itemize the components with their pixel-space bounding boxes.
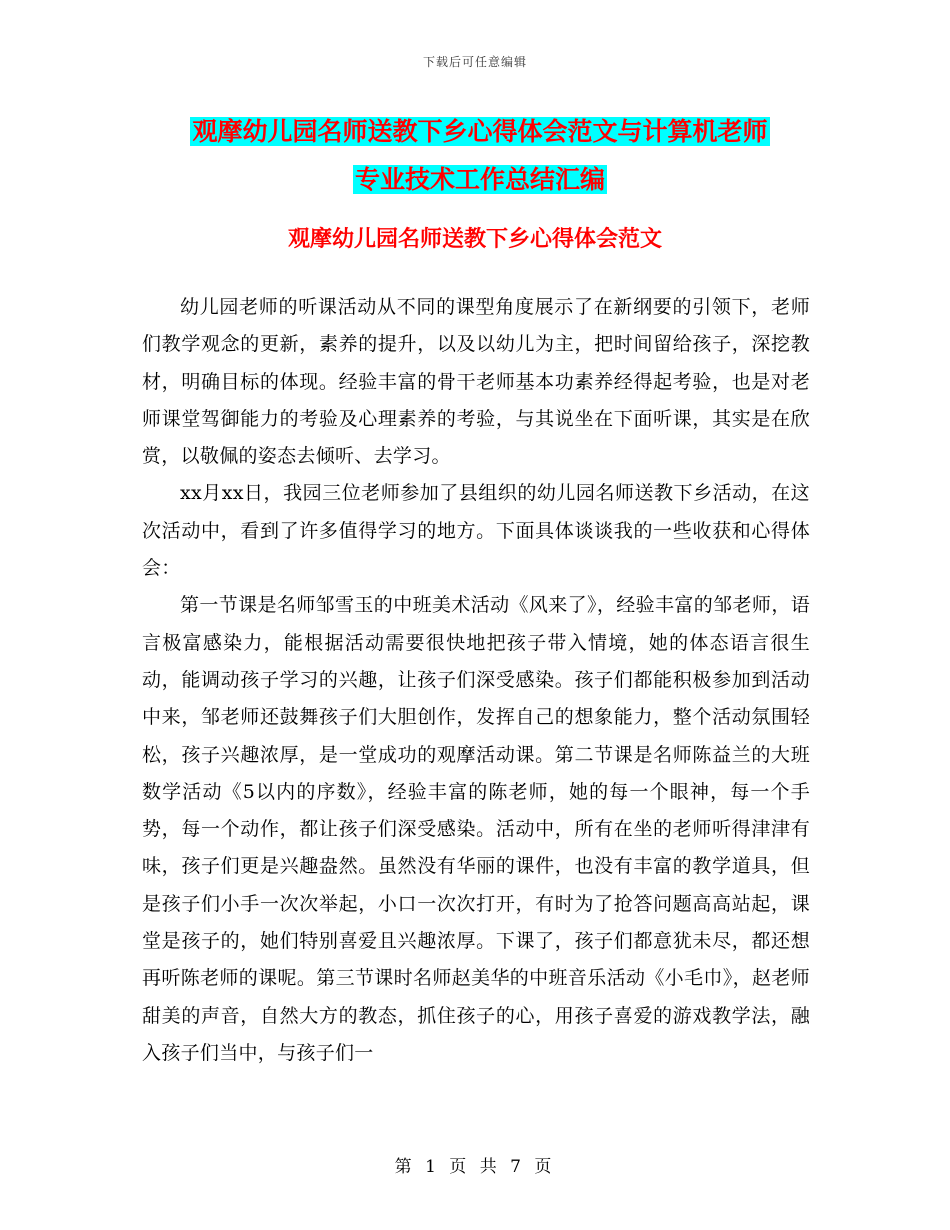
page-footer: 第 1 页 共 7 页 bbox=[394, 1157, 556, 1177]
paragraph-2: xx月xx日，我园三位老师参加了县组织的幼儿园名师送教下乡活动，在这次活动中，看到了许多值得学习的地方。下面具体谈谈我的一些收获和心得体会： bbox=[142, 482, 810, 580]
document-title-line-1: 观摩幼儿园名师送教下乡心得体会范文与计算机老师 bbox=[192, 117, 768, 146]
document-title bbox=[100, 108, 860, 204]
header-note: 下载后可任意编辑 bbox=[422, 55, 527, 69]
paragraph-3: 第一节课是名师邹雪玉的中班美术活动《风来了》，经验丰富的邹老师，语言极富感染力，能根据活动需要很快地把孩子带入情境，她的体态语言很生动，能调动孩子学习的兴趣，让孩子们深受感染。孩子们都能积极参加到活动中来，邹老师还鼓舞孩子们大胆创作，发挥自己的想象能力，整个活动氛围轻松，孩子兴趣浓厚，是一堂成功的观摩活动课。第二节课是名师陈益兰的大班数学活动《5以内的序数》，经验丰富的陈老师，她的每一个眼神，每一个手势，每一个动作，都让孩子们深受感染。活动中，所有在坐的老师听得津津有味，孩子们更是兴趣盎然。虽然没有华丽的课件，也没有丰富的教学道具，但是孩子们小手一次次举起，小口一次次打开，有时为了抢答问题高高站起，课堂是孩子的，她们特别喜爱且兴趣浓厚。下课了，孩子们都意犹未尽，都还想再听陈老师的课呢。第三节课时名师赵美华的中班音乐活动《小毛巾》，赵老师甜美的声音，自然大方的教态，抓住孩子的心，用孩子喜爱的游戏教学法，融入孩子们当中，与孩子们一 bbox=[142, 594, 810, 1064]
body-text bbox=[142, 289, 810, 1072]
paragraph-1: 幼儿园老师的听课活动从不同的课型角度展示了在新纲要的引领下，老师们教学观念的更新，素养的提升，以及以幼儿为主，把时间留给孩子，深挖教材，明确目标的体现。经验丰富的骨干老师基本功素养经得起考验，也是对老师课堂驾御能力的考验及心理素养的考验，与其说坐在下面听课，其实是在欣赏，以敬佩的姿态去倾听、去学习。 bbox=[142, 296, 810, 468]
section-title: 观摩幼儿园名师送教下乡心得体会范文 bbox=[287, 226, 662, 252]
document-title-line-2: 专业技术工作总结汇编 bbox=[354, 165, 605, 194]
